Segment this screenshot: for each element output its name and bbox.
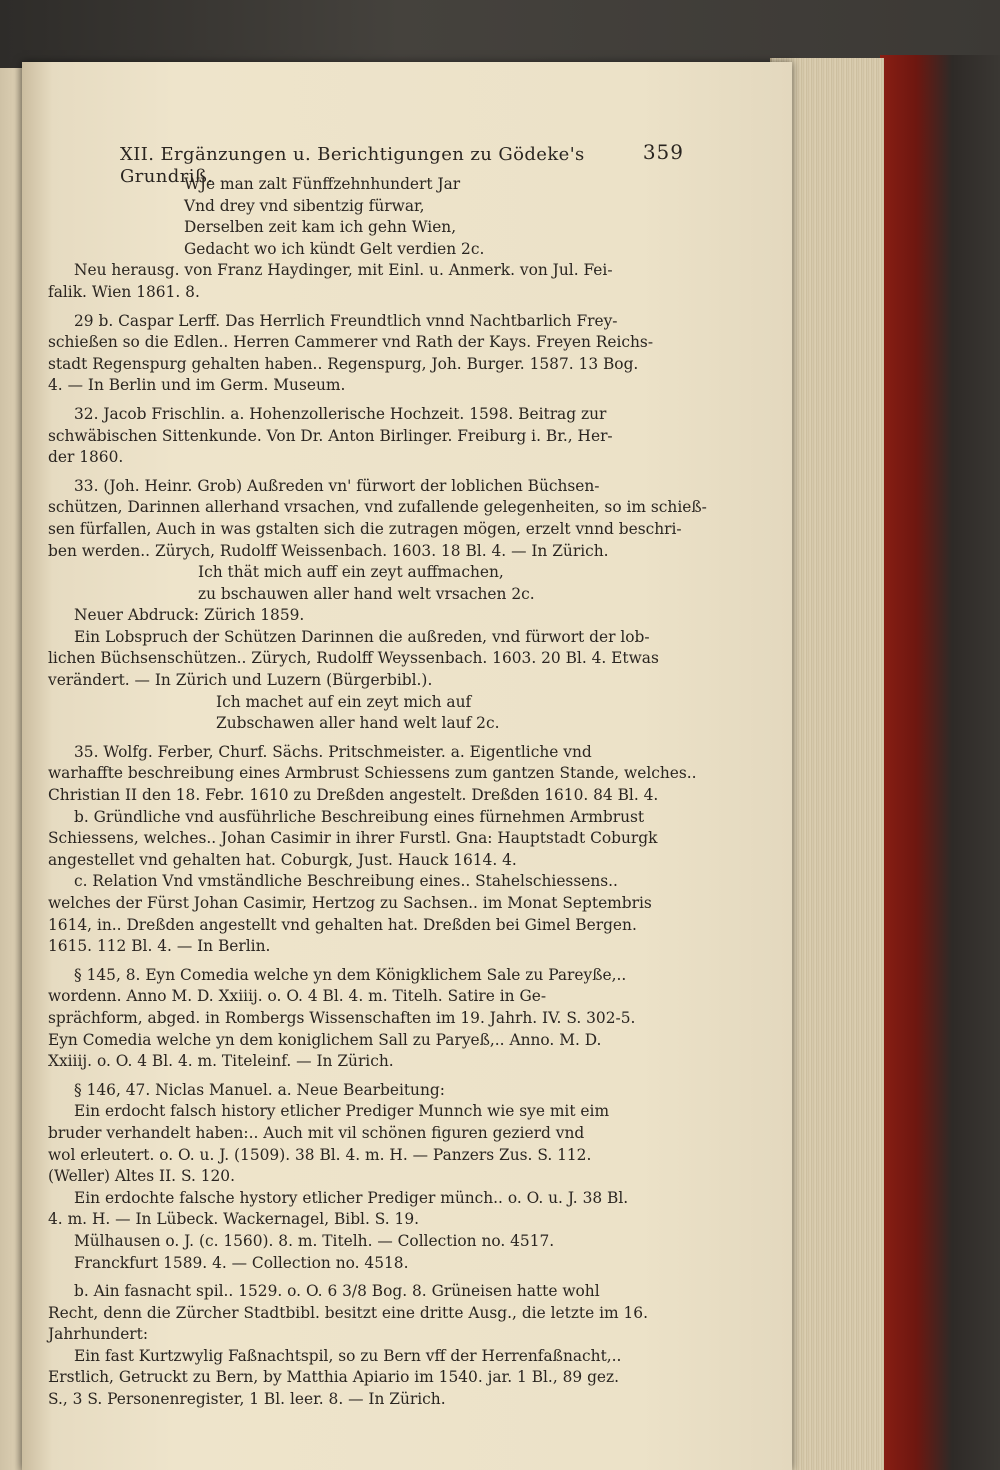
verse-line: Derselben zeit kam ich gehn Wien, bbox=[184, 218, 457, 237]
text-line: schießen so die Edlen.. Herren Cammerer vnd Rath der Kays. Freyen Reichs- bbox=[48, 333, 654, 352]
text-line: falik. Wien 1861. 8. bbox=[48, 282, 200, 301]
text-line: S., 3 S. Personenregister, 1 Bl. leer. 8. — In Zürich. bbox=[48, 1390, 446, 1409]
text-line: 1614, in.. Dreßden angestellt vnd gehalten hat. Dreßden bei Gimel Bergen. bbox=[48, 915, 637, 934]
text-line: wordenn. Anno M. D. Xxiiij. o. O. 4 Bl. 4. m. Titelh. Satire in Ge- bbox=[48, 987, 547, 1006]
text-line: c. Relation Vnd vmständliche Beschreibung eines.. Stahelschiessens.. bbox=[74, 872, 618, 891]
text-line: angestellet vnd gehalten hat. Coburgk, Just. Hauck 1614. 4. bbox=[48, 850, 517, 869]
text-line: Neu herausg. von Franz Haydinger, mit Einl. u. Anmerk. von Jul. Fei- bbox=[74, 261, 613, 280]
text-line: schützen, Darinnen allerhand vrsachen, vnd zufallende gelegenheiten, so im schieß- bbox=[48, 498, 707, 517]
text-line: der 1860. bbox=[48, 448, 124, 467]
text-line: wol erleutert. o. O. u. J. (1509). 38 Bl. 4. m. H. — Panzers Zus. S. 112. bbox=[48, 1145, 592, 1164]
text-line: 4. — In Berlin und im Germ. Museum. bbox=[48, 376, 346, 395]
text-line: Mülhausen o. J. (c. 1560). 8. m. Titelh. — Collection no. 4517. bbox=[74, 1231, 555, 1250]
verse-line: Gedacht wo ich kündt Gelt verdien 2c. bbox=[184, 239, 485, 258]
text-line: Eyn Comedia welche yn dem koniglichem Sall zu Paryeß,.. Anno. M. D. bbox=[48, 1030, 602, 1049]
text-line: Ein Lobspruch der Schützen Darinnen die außreden, vnd fürwort der lob- bbox=[74, 627, 650, 646]
text-line: warhaffte beschreibung eines Armbrust Schiessens zum gantzen Stande, welches.. bbox=[48, 764, 697, 783]
text-line: Erstlich, Getruckt zu Bern, by Matthia Apiario im 1540. jar. 1 Bl., 89 gez. bbox=[48, 1368, 620, 1387]
text-line: stadt Regenspurg gehalten haben.. Regenspurg, Joh. Burger. 1587. 13 Bog. bbox=[48, 354, 639, 373]
text-line: welches der Fürst Johan Casimir, Hertzog zu Sachsen.. im Monat Septembris bbox=[48, 894, 652, 912]
verse-line: Vnd drey vnd sibentzig fürwar, bbox=[184, 196, 425, 215]
verse-line: WJe man zalt Fünffzehnhundert Jar bbox=[184, 175, 461, 193]
text-line: Jahrhundert: bbox=[48, 1325, 149, 1344]
verse-line: Ich thät mich auff ein zeyt auffmachen, bbox=[198, 563, 504, 582]
text-line: lichen Büchsenschützen.. Zürych, Rudolff Weyssenbach. 1603. 20 Bl. 4. Etwas bbox=[48, 649, 659, 668]
text-line: (Weller) Altes II. S. 120. bbox=[48, 1167, 235, 1186]
text-line: 1615. 112 Bl. 4. — In Berlin. bbox=[48, 937, 271, 956]
section-146-line: § 146, 47. Niclas Manuel. a. Neue Bearbeitung: bbox=[74, 1080, 445, 1099]
facing-page-edge bbox=[0, 68, 24, 1470]
text-line: sprächform, abged. in Rombergs Wissenschaften im 19. Jahrh. IV. S. 302-5. bbox=[48, 1008, 636, 1027]
text-line: Franckfurt 1589. 4. — Collection no. 4518. bbox=[74, 1253, 409, 1272]
text-line: Christian II den 18. Febr. 1610 zu Dreßden angestelt. Dreßden 1610. 84 Bl. 4. bbox=[48, 786, 659, 805]
text-line: ben werden.. Zürych, Rudolff Weissenbach. 1603. 18 Bl. 4. — In Zürich. bbox=[48, 541, 609, 560]
verse-line: Zubschawen aller hand welt lauf 2c. bbox=[216, 714, 500, 733]
text-line: sen fürfallen, Auch in was gstalten sich die zutragen mögen, erzelt vnnd beschri- bbox=[48, 519, 682, 538]
text-line: Recht, denn die Zürcher Stadtbibl. besitzt eine dritte Ausg., die letzte im 16. bbox=[48, 1303, 648, 1322]
entry-33-line: 33. (Joh. Heinr. Grob) Außreden vn' fürwort der loblichen Büchsen- bbox=[74, 476, 600, 495]
entry-35-line: 35. Wolfg. Ferber, Churf. Sächs. Pritschmeister. a. Eigentliche vnd bbox=[74, 742, 592, 761]
entry-32-line: 32. Jacob Frischlin. a. Hohenzollerische Hochzeit. 1598. Beitrag zur bbox=[74, 404, 607, 423]
text-line: schwäbischen Sittenkunde. Von Dr. Anton Birlinger. Freiburg i. Br., Her- bbox=[48, 426, 613, 445]
verse-line: zu bschauwen aller hand welt vrsachen 2c. bbox=[198, 584, 535, 603]
text-line: Ein erdochte falsche hystory etlicher Prediger münch.. o. O. u. J. 38 Bl. bbox=[74, 1188, 629, 1207]
text-line: b. Ain fasnacht spil.. 1529. o. O. 6 3/8 Bog. 8. Grüneisen hatte wohl bbox=[74, 1282, 600, 1301]
page-number: 359 bbox=[642, 140, 684, 164]
page-content bbox=[48, 140, 707, 1411]
text-line: b. Gründliche vnd ausführliche Beschreibung eines fürnehmen Armbrust bbox=[74, 807, 645, 826]
text-line: Ein erdocht falsch history etlicher Prediger Munnch wie sye mit eim bbox=[74, 1102, 610, 1121]
text-line: 4. m. H. — In Lübeck. Wackernagel, Bibl. S. 19. bbox=[48, 1210, 420, 1229]
text-line: Ein fast Kurtzwylig Faßnachtspil, so zu Bern vff der Herrenfaßnacht,.. bbox=[74, 1346, 622, 1365]
running-title: XII. Ergänzungen u. Berichtigungen zu Gödeke's Grundriß. bbox=[120, 144, 585, 187]
text-line: Xxiiij. o. O. 4 Bl. 4. m. Titeleinf. — In Zürich. bbox=[48, 1052, 394, 1071]
text-line: Schiessens, welches.. Johan Casimir in ihrer Furstl. Gna: Hauptstadt Coburgk bbox=[48, 829, 658, 848]
section-145-line: § 145, 8. Eyn Comedia welche yn dem Königklichem Sale zu Pareyße,.. bbox=[74, 965, 627, 984]
text-line: bruder verhandelt haben:.. Auch mit vil schönen figuren gezierd vnd bbox=[48, 1123, 585, 1142]
verse-line: Ich machet auf ein zeyt mich auf bbox=[216, 692, 472, 711]
text-line: verändert. — In Zürich und Luzern (Bürgerbibl.). bbox=[48, 671, 433, 690]
text-line: Neuer Abdruck: Zürich 1859. bbox=[74, 606, 305, 625]
entry-29b-line: 29 b. Caspar Lerff. Das Herrlich Freundtlich vnnd Nachtbarlich Frey- bbox=[74, 311, 618, 330]
book-cover-edge bbox=[880, 55, 1000, 1470]
